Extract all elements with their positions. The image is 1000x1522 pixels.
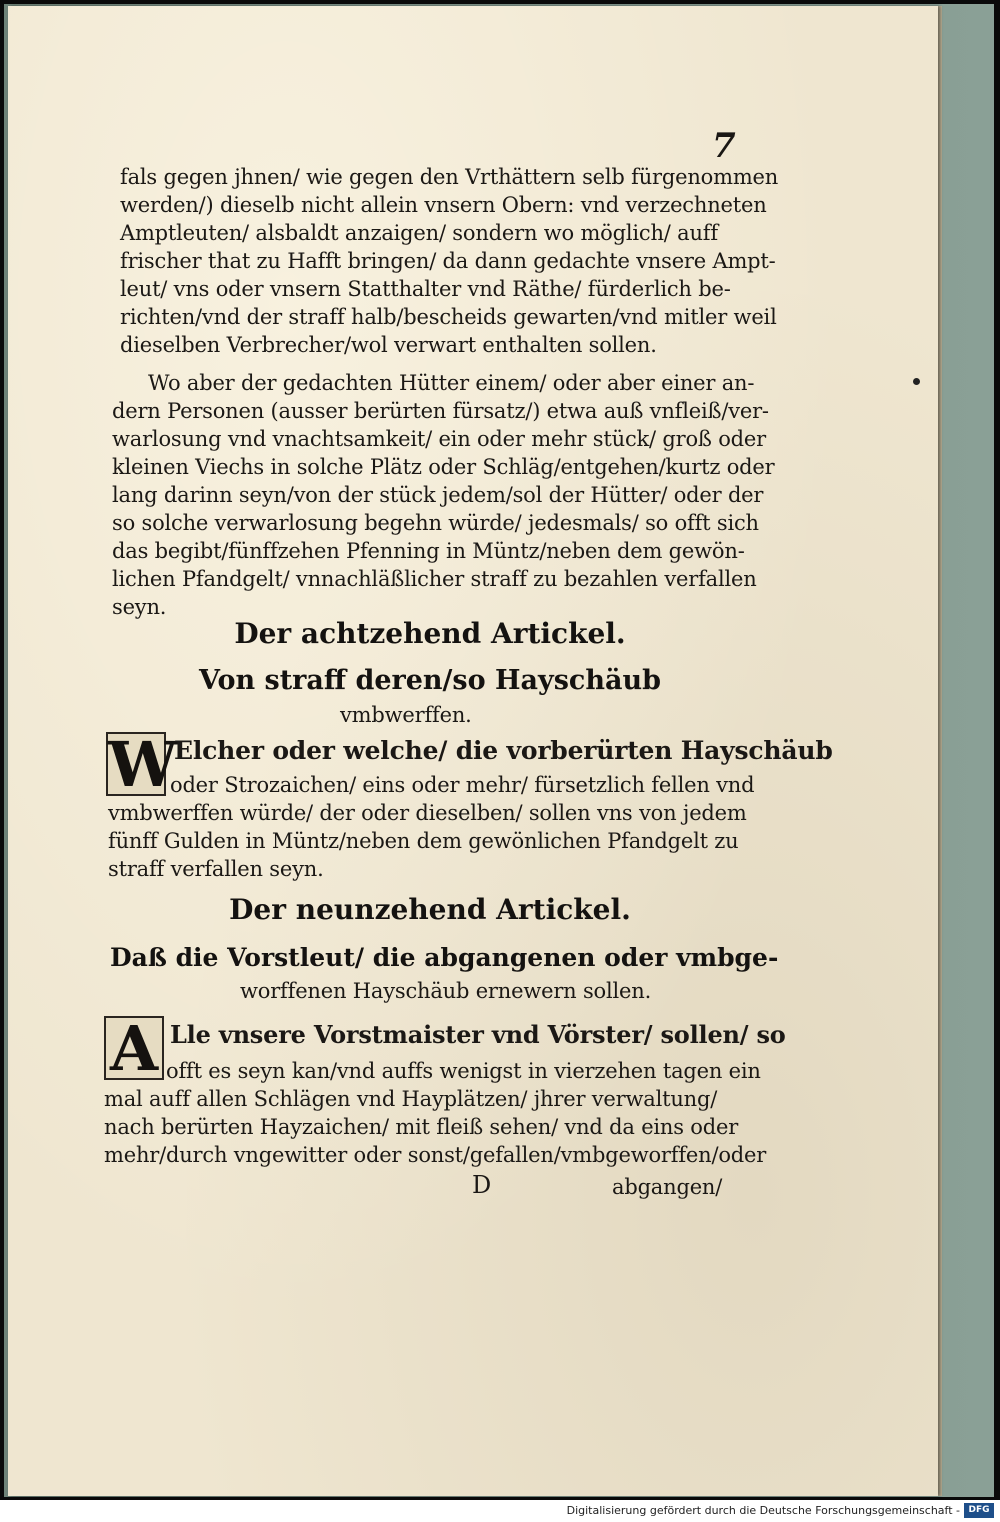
catchword: abgangen/ <box>612 1175 723 1199</box>
text-line: lichen Pfandgelt/ vnnachläßlicher straff zu bezahlen verfallen <box>112 567 757 591</box>
signature-mark: D <box>472 1171 492 1199</box>
text-line: das begibt/fünffzehen Pfenning in Müntz/neben dem gewön- <box>112 539 745 563</box>
text-line: Amptleuten/ alsbaldt anzaigen/ sondern wo möglich/ auff <box>120 221 718 245</box>
article-subtitle: Von straff deren/so Hayschäub <box>199 665 661 696</box>
text-line: werden/) dieselb nicht allein vnsern Obern: vnd verzechneten <box>120 193 767 217</box>
text-line: dern Personen (ausser berürten fürsatz/) etwa auß vnfleiß/ver- <box>112 399 769 423</box>
article-subtitle: Daß die Vorstleut/ die abgangenen oder vmbge- <box>110 943 779 972</box>
text-line: Elcher oder welche/ die vorberürten Hayschäub <box>174 736 833 765</box>
text-line: warlosung vnd vnachtsamkeit/ ein oder mehr stück/ groß oder <box>112 427 766 451</box>
ink-smudge <box>913 378 920 385</box>
text-line: mehr/durch vngewitter oder sonst/gefallen/vmbgeworffen/oder <box>104 1143 767 1167</box>
text-line: vmbwerffen würde/ der oder dieselben/ sollen vns von jedem <box>108 801 747 825</box>
text-line: mal auff allen Schlägen vnd Hayplätzen/ jhrer verwaltung/ <box>104 1087 718 1111</box>
text-line: Lle vnsere Vorstmaister vnd Vörster/ sollen/ so <box>170 1020 786 1049</box>
text-line: oder Strozaichen/ eins oder mehr/ fürsetzlich fellen vnd <box>170 773 755 797</box>
article-subtitle-cont: vmbwerffen. <box>340 703 472 727</box>
text-line: lang darinn seyn/von der stück jedem/sol der Hütter/ oder der <box>112 483 764 507</box>
text-line: frischer that zu Hafft bringen/ da dann gedachte vnsere Ampt- <box>120 249 776 273</box>
text-line: so solche verwarlosung begehn würde/ jedesmals/ so offt sich <box>112 511 759 535</box>
text-line: offt es seyn kan/vnd auffs wenigst in vierzehen tagen ein <box>166 1059 761 1083</box>
article-subtitle-cont: worffenen Hayschäub ernewern sollen. <box>240 979 652 1003</box>
drop-cap-initial: W <box>108 728 178 801</box>
text-line: Wo aber der gedachten Hütter einem/ oder aber einer an- <box>148 371 755 395</box>
text-line: nach berürten Hayzaichen/ mit fleiß sehen/ vnd da eins oder <box>104 1115 739 1139</box>
text-line: leut/ vns oder vnsern Statthalter vnd Räthe/ fürderlich be- <box>120 277 731 301</box>
article-title: Der neunzehend Artickel. <box>229 893 631 926</box>
text-line: fünff Gulden in Müntz/neben dem gewönlichen Pfandgelt zu <box>108 829 739 853</box>
text-line: kleinen Viechs in solche Plätz oder Schläg/entgehen/kurtz oder <box>112 455 775 479</box>
text-line: fals gegen jhnen/ wie gegen den Vrthättern selb fürgenommen <box>120 165 779 189</box>
drop-cap-initial: A <box>104 1016 164 1080</box>
text-line: seyn. <box>112 595 167 619</box>
text-line: dieselben Verbrecher/wol verwart enthalten sollen. <box>120 333 657 357</box>
folio-number: 7 <box>712 126 736 166</box>
dfg-logo: DFG <box>964 1503 994 1518</box>
text-line: straff verfallen seyn. <box>108 857 324 881</box>
article-title: Der achtzehend Artickel. <box>234 617 626 650</box>
text-line: richten/vnd der straff halb/bescheids gewarten/vnd mitler weil <box>120 305 777 329</box>
funding-credit: Digitalisierung gefördert durch die Deutsche Forschungsgemeinschaft - <box>566 1504 960 1517</box>
